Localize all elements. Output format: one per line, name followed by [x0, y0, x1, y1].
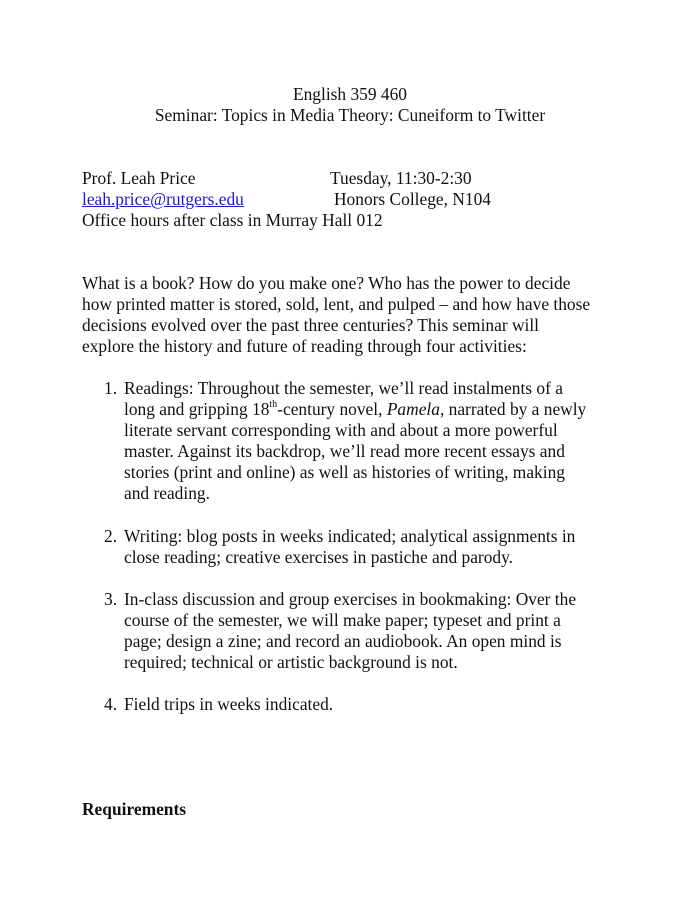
professor-name: Prof. Leah Price: [82, 168, 196, 188]
list-item-text: [124, 694, 644, 715]
requirements-heading: Requirements: [82, 799, 187, 819]
class-schedule: Tuesday, 11:30-2:30: [330, 168, 472, 188]
item-line: [124, 399, 644, 420]
list-number: 4.: [104, 694, 118, 714]
item-line: stories (print and online) as well as histories of writing, making: [124, 462, 565, 482]
course-title: Seminar: Topics in Media Theory: Cuneiform to Twitter: [154, 105, 546, 125]
item-line: required; technical or artistic background is not.: [124, 652, 458, 672]
intro-line: how printed matter is stored, sold, lent, and pulped – and how have those: [82, 294, 591, 314]
item-line: Field trips in weeks indicated.: [124, 694, 334, 714]
item-line: master. Against its backdrop, we’ll read more recent essays and: [124, 441, 565, 461]
item-line: and reading.: [124, 483, 210, 503]
intro-line: decisions evolved over the past three centuries? This seminar will: [82, 315, 540, 335]
list-item-text: [124, 526, 644, 568]
item-line: close reading; creative exercises in pastiche and parody.: [124, 547, 514, 567]
class-location: Honors College, N104: [334, 189, 491, 209]
item-text: , narrated by a newly: [439, 399, 587, 419]
item-line: In-class discussion and group exercises in bookmaking: Over the: [124, 589, 577, 609]
list-number: 2.: [104, 526, 118, 546]
item-text: long and gripping 18: [124, 399, 270, 419]
novel-title: Pamela: [386, 399, 440, 419]
course-number: English 359 460: [292, 84, 407, 104]
intro-paragraph: [82, 273, 642, 357]
item-line: literate servant corresponding with and about a more powerful: [124, 420, 558, 440]
list-number: 1.: [104, 378, 118, 398]
ordinal-suffix: th: [269, 399, 278, 411]
item-line: Writing: blog posts in weeks indicated; analytical assignments in: [124, 526, 576, 546]
item-text: -century novel,: [277, 399, 387, 419]
intro-line: What is a book? How do you make one? Who has the power to decide: [82, 273, 571, 293]
intro-line: explore the history and future of reading through four activities:: [82, 336, 527, 356]
list-item-text: [124, 378, 644, 504]
professor-email-link[interactable]: leah.price@rutgers.edu: [82, 189, 244, 209]
office-hours: Office hours after class in Murray Hall 012: [82, 210, 383, 230]
list-number: 3.: [104, 589, 118, 609]
item-line: course of the semester, we will make paper; typeset and print a: [124, 610, 561, 630]
list-item-text: [124, 589, 644, 673]
item-line: page; design a zine; and record an audiobook. An open mind is: [124, 631, 562, 651]
item-line: Readings: Throughout the semester, we’ll read instalments of a: [124, 378, 563, 398]
